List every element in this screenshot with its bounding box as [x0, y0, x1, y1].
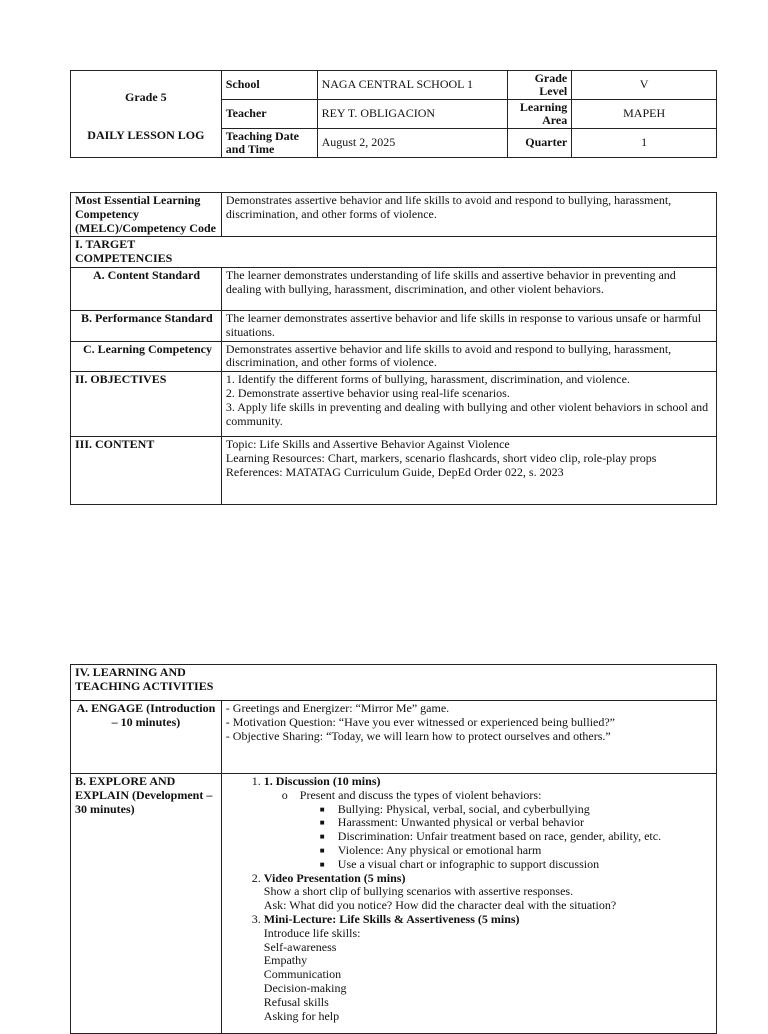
life-skill-line: Refusal skills	[263, 994, 329, 1009]
grade-level-label: Grade Level	[508, 71, 572, 100]
activities-heading	[71, 665, 717, 701]
content-cell	[221, 437, 716, 505]
grade-level-value: V	[572, 71, 717, 100]
melc-value: Demonstrates assertive behavior and life skills to avoid and respond to bullying, harassment, discrimination, and other forms of violence.	[221, 193, 716, 237]
engage-label: A. ENGAGE (Introduction – 10 minutes)	[71, 701, 222, 774]
target-competencies-label: I. TARGET COMPETENCIES	[75, 237, 173, 266]
school-value: NAGA CENTRAL SCHOOL 1	[317, 71, 508, 100]
quarter-label: Quarter	[508, 129, 572, 158]
content-label: III. CONTENT	[71, 437, 222, 505]
school-label: School	[221, 71, 317, 100]
explore-list	[226, 775, 712, 1023]
explore-item-mini-lecture	[264, 913, 712, 1023]
objectives-label: II. OBJECTIVES	[71, 372, 222, 437]
engage-cell	[221, 701, 716, 774]
explore-cell	[221, 774, 716, 1034]
objective-item: 1. Identify the different forms of bullying, harassment, discrimination, and violence.	[225, 372, 630, 387]
engage-line: - Motivation Question: “Have you ever witnessed or experienced being bullied?”	[225, 714, 616, 729]
bullet-item: ■ Harassment: Unwanted physical or verbal behavior	[338, 816, 712, 830]
explore-item-video	[264, 872, 712, 913]
teacher-value: REY T. OBLIGACION	[317, 100, 508, 129]
competency-table	[70, 192, 717, 505]
bullet-item: ■ Violence: Any physical or emotional harm	[338, 844, 712, 858]
melc-label: Most Essential Learning Competency (MELC)/Competency Code	[71, 193, 222, 237]
life-skill-line: Asking for help	[263, 1008, 340, 1023]
explore-item-discussion	[264, 775, 712, 872]
life-skill-line: Empathy	[263, 953, 308, 968]
life-skill-line: Communication	[263, 967, 342, 982]
learning-area-label: Learning Area	[508, 100, 572, 129]
activities-table	[70, 664, 717, 1034]
mini-lecture-title: Mini-Lecture: Life Skills & Assertiveness (5 mins)	[263, 911, 520, 926]
content-resources: Learning Resources: Chart, markers, scenario flashcards, short video clip, role-play props	[225, 450, 657, 465]
performance-standard-value: The learner demonstrates assertive behavior and life skills in response to various unsafe or harmful situations.	[221, 310, 716, 341]
discussion-subitem-text: Present and discuss the types of violent behaviors:	[299, 787, 542, 802]
learning-competency-value: Demonstrates assertive behavior and life skills to avoid and respond to bullying, harassment, discrimination, and other forms of violence.	[221, 341, 716, 372]
content-standard-label: A. Content Standard	[71, 267, 222, 310]
teaching-date-label: Teaching Date and Time	[221, 129, 317, 158]
engage-line: - Greetings and Energizer: “Mirror Me” game.	[225, 701, 450, 715]
activities-heading-label: IV. LEARNING AND TEACHING ACTIVITIES	[75, 665, 214, 693]
explore-label: B. EXPLORE AND EXPLAIN (Development – 30 minutes)	[71, 774, 222, 1034]
content-references: References: MATATAG Curriculum Guide, DepEd Order 022, s. 2023	[225, 464, 564, 479]
discussion-subitem	[286, 789, 712, 872]
grade-label: Grade 5	[125, 89, 167, 104]
video-line: Ask: What did you notice? How did the character deal with the situation?	[263, 898, 617, 913]
bullet-item: ■ Discrimination: Unfair treatment based on race, gender, ability, etc.	[338, 830, 712, 844]
header-table	[70, 70, 717, 158]
learning-area-value: MAPEH	[572, 100, 717, 129]
performance-standard-label: B. Performance Standard	[71, 310, 222, 341]
bullet-item: ■ Bullying: Physical, verbal, social, and cyberbullying	[338, 803, 712, 817]
target-competencies-heading	[71, 237, 717, 268]
learning-competency-label: C. Learning Competency	[71, 341, 222, 372]
life-skill-line: Introduce life skills:	[263, 925, 361, 940]
teacher-label: Teacher	[221, 100, 317, 129]
content-standard-value: The learner demonstrates understanding of life skills and assertive behavior in preventing and dealing with bullying, harassment, discrimination, and other violent behaviors.	[221, 267, 716, 310]
video-title: Video Presentation (5 mins)	[263, 870, 406, 885]
daily-lesson-log-title: DAILY LESSON LOG	[87, 127, 205, 142]
life-skill-line: Self-awareness	[263, 939, 337, 954]
bullet-item: ■ Use a visual chart or infographic to support discussion	[338, 858, 712, 872]
violent-behaviors-list	[286, 803, 712, 872]
discussion-sublist	[264, 789, 712, 872]
quarter-value: 1	[572, 129, 717, 158]
discussion-title: 1. Discussion (10 mins)	[263, 774, 381, 788]
content-topic: Topic: Life Skills and Assertive Behavior Against Violence	[225, 437, 510, 452]
video-line: Show a short clip of bullying scenarios with assertive responses.	[263, 884, 574, 899]
life-skill-line: Decision-making	[263, 980, 347, 995]
header-title-cell	[71, 71, 222, 158]
objectives-cell	[221, 372, 716, 437]
objective-item: 2. Demonstrate assertive behavior using real-life scenarios.	[225, 385, 510, 400]
engage-line: - Objective Sharing: “Today, we will learn how to protect ourselves and others.”	[225, 728, 611, 743]
teaching-date-value: August 2, 2025	[317, 129, 508, 158]
objective-item: 3. Apply life skills in preventing and dealing with bullying and other violent behaviors in school and community.	[225, 399, 709, 428]
